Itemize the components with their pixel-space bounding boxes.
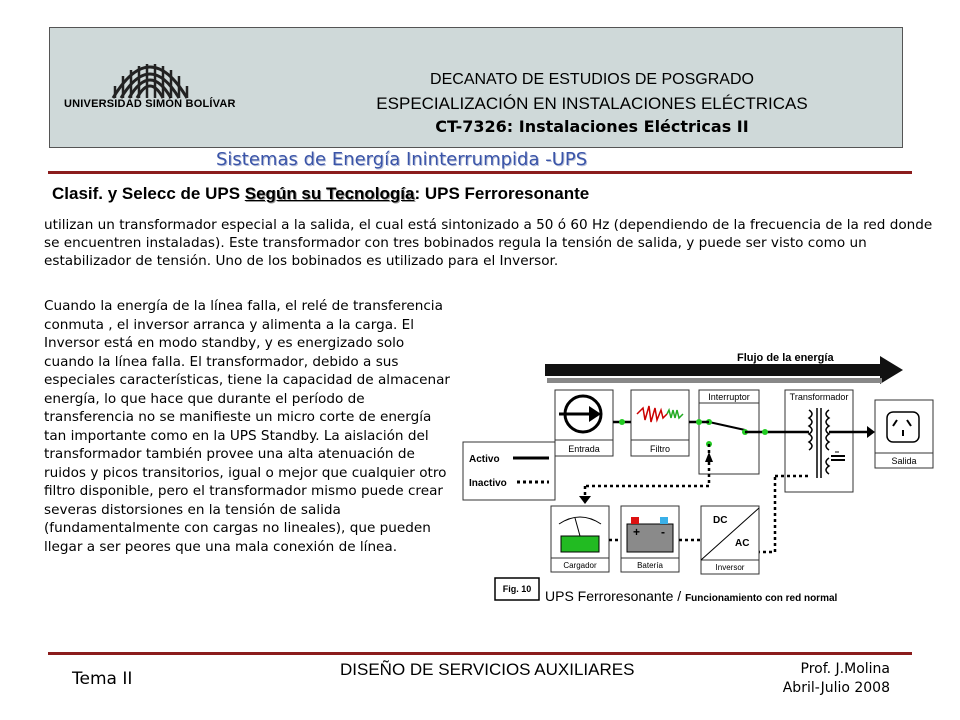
bottom-divider xyxy=(48,652,912,655)
cargador-label: Cargador xyxy=(563,561,597,570)
inversor-dc: DC xyxy=(713,515,728,526)
caption-sub: Funcionamiento con red normal xyxy=(685,593,838,604)
university-logo-icon xyxy=(105,46,195,101)
entrada-label: Entrada xyxy=(568,444,600,454)
flow-label: Flujo de la energía xyxy=(737,352,834,364)
section-technology: Según su Tecnología xyxy=(244,184,415,203)
legend-activo: Activo xyxy=(469,454,500,465)
battery-minus: - xyxy=(661,525,665,539)
inactive-path xyxy=(585,444,809,552)
footer-prof: Prof. J.Molina xyxy=(800,661,890,677)
footer-author xyxy=(760,660,890,698)
university-name: UNIVERSIDAD SIMÓN BOLÍVAR xyxy=(64,98,236,110)
section-prefix: Clasif. y Selecc de UPS xyxy=(52,184,245,203)
section-suffix: : UPS Ferroresonante xyxy=(414,184,590,203)
legend-box xyxy=(463,442,555,500)
footer-course: DISEÑO DE SERVICIOS AUXILIARES xyxy=(340,660,635,679)
header-line-2: ESPECIALIZACIÓN EN INSTALACIONES ELÉCTRICAS xyxy=(376,94,808,113)
footer-period: Abril-Julio 2008 xyxy=(782,680,890,696)
transformador-label: Transformador xyxy=(789,392,849,402)
page-subtitle: Sistemas de Energía Ininterrumpida -UPS xyxy=(216,149,588,170)
flow-arrow-icon xyxy=(545,356,903,384)
section-title xyxy=(52,184,589,204)
bateria-label: Batería xyxy=(637,561,663,570)
filtro-label: Filtro xyxy=(650,444,670,454)
caption-main: UPS Ferroresonante / Funcionamiento con red normal xyxy=(545,588,838,604)
intro-paragraph: utilizan un transformador especial a la salida, el cual está sintonizado a 50 ó 60 Hz (dependiendo de la frecuencia de la red donde se encuentren instaladas). Este transformador con tres bobinados regula la tensión de salida, y puede ser visto como un estabilizador de tensión. Uno de los bobinados es utilizado para el Inversor. xyxy=(44,217,933,269)
fig-label: Fig. 10 xyxy=(502,584,532,594)
legend-inactivo: Inactivo xyxy=(469,478,507,489)
inversor-ac: AC xyxy=(735,538,750,549)
ups-diagram xyxy=(455,340,935,610)
header-line-1: DECANATO DE ESTUDIOS DE POSGRADO xyxy=(430,71,754,88)
top-divider xyxy=(48,171,912,174)
header-banner xyxy=(49,27,903,148)
inversor-label: Inversor xyxy=(715,563,745,572)
header-line-3: CT-7326: Instalaciones Eléctricas II xyxy=(435,117,749,136)
battery-plus: + xyxy=(633,525,641,539)
footer-tema: Tema II xyxy=(72,669,133,689)
salida-label: Salida xyxy=(891,456,917,466)
interruptor-label: Interruptor xyxy=(708,392,750,402)
body-paragraph: Cuando la energía de la línea falla, el relé de transferencia conmuta , el inversor arranca y alimenta a la carga. El Inversor está en modo standby, y es energizado solo cuando la línea falla. El transformador, debido a sus especiales características, tiene la capacidad de almacenar energía, lo que hace que durante el período de transferencia no se manifieste un micro corte de energía tan importante como en la UPS Standby. La aislación del transformador también provee una alta atenuación de ruidos y picos transitorios, igual o mejor que cualquier otro filtro disponible, pero el transformador mismo puede crear severas distorsiones en la tensión de salida (fundamentalmente con cargas no lineales), que pueden llegar a ser peores que una mala conexión de línea. xyxy=(44,298,451,555)
